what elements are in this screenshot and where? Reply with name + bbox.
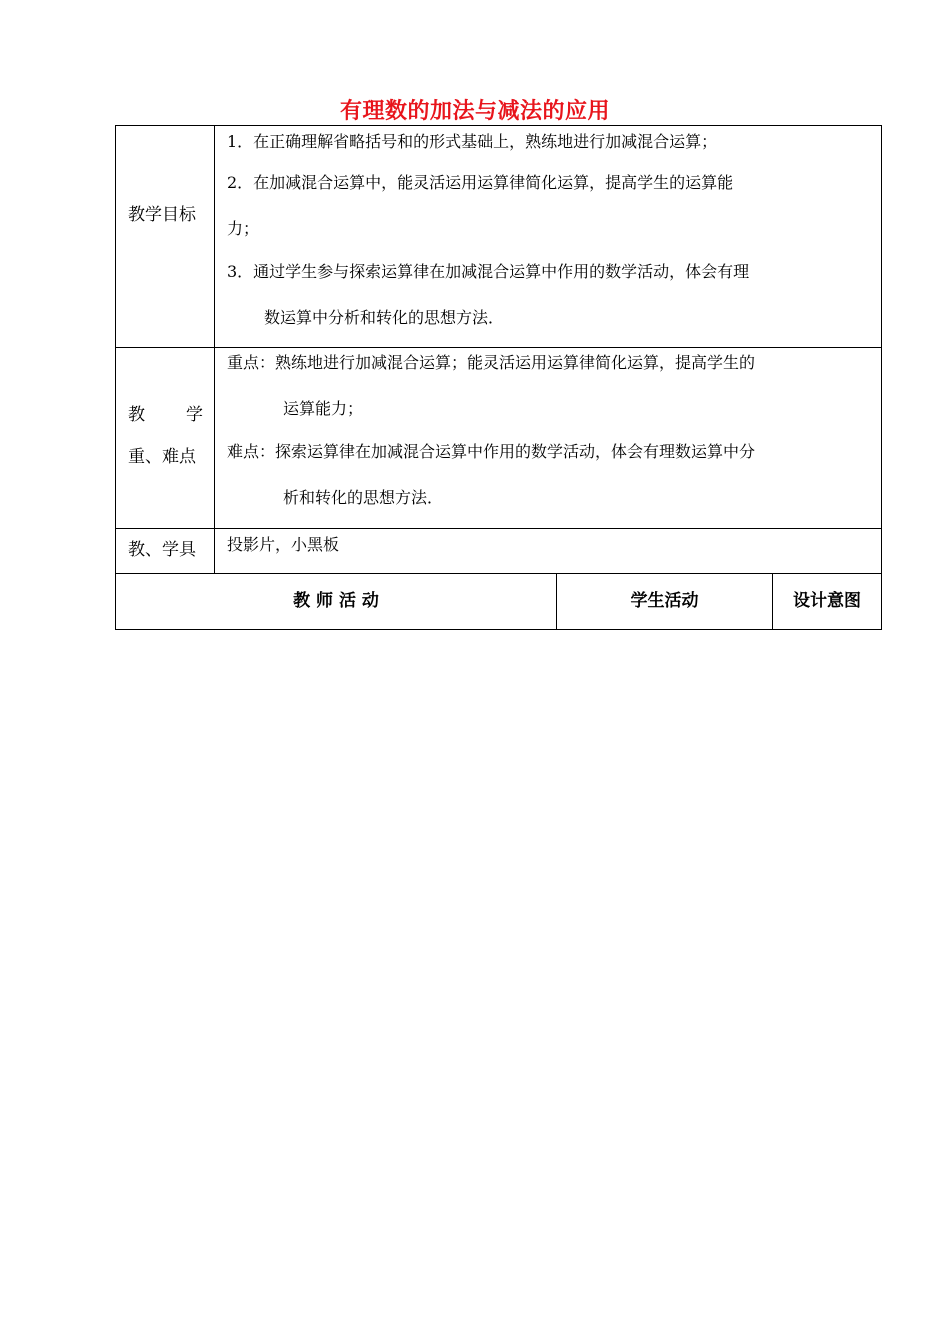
key-point-line: 难点：探索运算律在加减混合运算中作用的数学活动，体会有理数运算中分 bbox=[227, 442, 756, 461]
objective-item: 数运算中分析和转化的思想方法． bbox=[264, 308, 505, 327]
key-points-label-part: 教 bbox=[128, 405, 145, 425]
key-point-line: 运算能力； bbox=[283, 399, 364, 418]
key-point-line: 析和转化的思想方法． bbox=[283, 488, 444, 507]
row-divider bbox=[116, 528, 881, 529]
key-points-label-part: 学 bbox=[186, 405, 203, 425]
label-column-divider bbox=[214, 126, 215, 573]
tools-value: 投影片，小黑板 bbox=[227, 535, 340, 554]
key-point-line: 重点：熟练地进行加减混合运算；能灵活运用运算律简化运算，提高学生的 bbox=[227, 353, 756, 372]
document-title: 有理数的加法与减法的应用 bbox=[339, 99, 610, 124]
tools-label: 教、学具 bbox=[128, 540, 196, 560]
key-points-label-part: 重、难点 bbox=[128, 447, 196, 467]
lesson-plan-table bbox=[115, 125, 882, 630]
student-activity-header: 学生活动 bbox=[630, 591, 699, 611]
row-divider bbox=[116, 573, 881, 574]
teacher-activity-header: 教 师 活 动 bbox=[293, 591, 379, 611]
objective-item: 3．通过学生参与探索运算律在加减混合运算中作用的数学活动，体会有理 bbox=[227, 262, 750, 281]
design-intent-header: 设计意图 bbox=[793, 591, 861, 611]
row-divider bbox=[116, 347, 881, 348]
objectives-label: 教学目标 bbox=[128, 205, 196, 225]
objective-item: 1．在正确理解省略括号和的形式基础上，熟练地进行加减混合运算； bbox=[227, 132, 718, 151]
objective-item: 力； bbox=[227, 219, 260, 238]
objective-item: 2．在加减混合运算中，能灵活运用运算律简化运算，提高学生的运算能 bbox=[227, 173, 734, 192]
